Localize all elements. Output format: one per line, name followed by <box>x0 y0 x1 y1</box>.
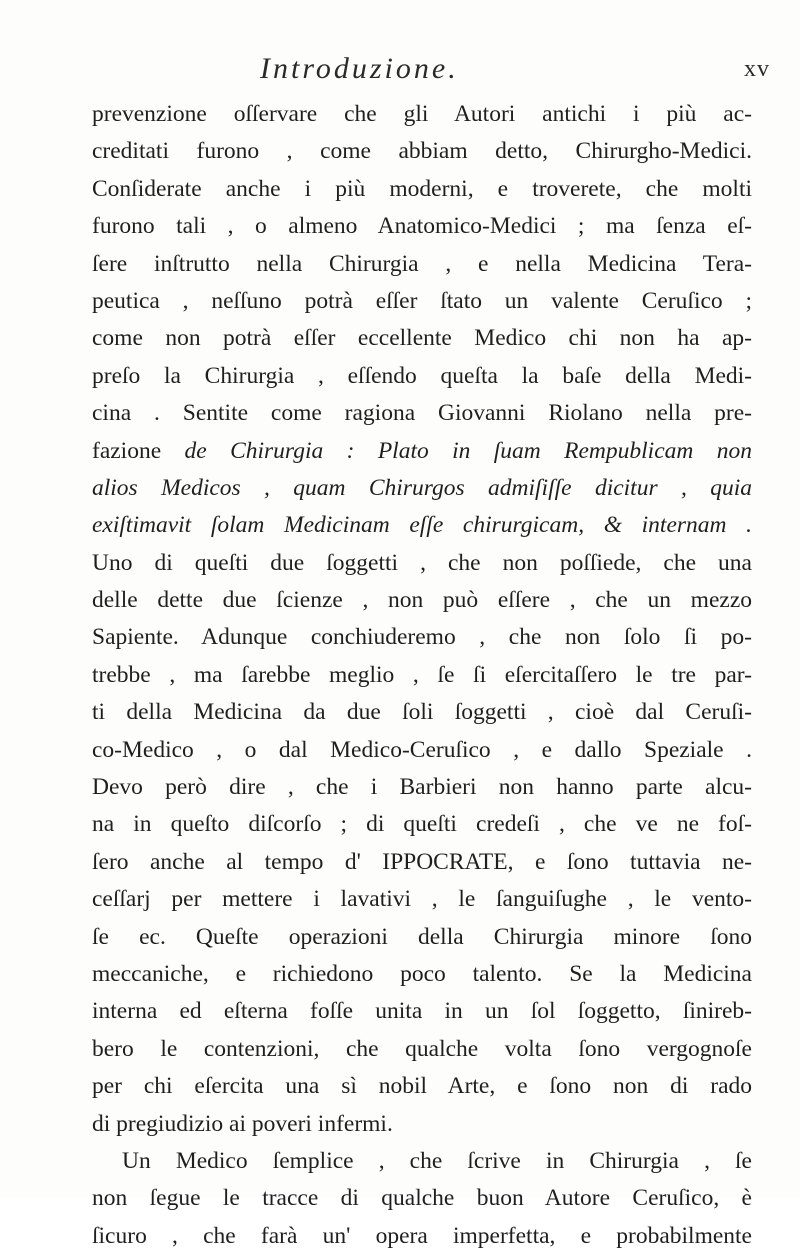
text-line: Devo però dire , che i Barbieri non hanno parte alcu- <box>92 774 752 801</box>
text-line: come non potrà eſſer eccellente Medico chi non ha ap- <box>92 325 752 352</box>
author-name: IPPOCRATE <box>382 848 508 875</box>
body-text <box>92 96 752 1255</box>
text-line: ti della Medicina da due ſoli ſoggetti , cioè dal Ceruſi- <box>92 699 752 726</box>
paragraph-start-line: Un Medico ſemplice , che ſcrive in Chirurgia , ſe <box>122 1147 752 1174</box>
text-line: per chi eſercita una sì nobil Arte, e ſono non di rado <box>92 1073 752 1100</box>
text-line: ceſſarj per mettere i lavativi , le ſanguiſughe , le vento- <box>92 886 752 913</box>
text-line: ſere inſtrutto nella Chirurgia , e nella Medicina Tera- <box>92 250 752 277</box>
text-line: meccaniche, e richiedono poco talento. Se la Medicina <box>92 960 752 987</box>
latin-quote: de Chirurgia : Plato in ſuam Rempublicam non <box>184 437 752 464</box>
text-line: Conſiderate anche i più moderni, e troverete, che molti <box>92 175 752 202</box>
text-line: Uno di queſti due ſoggetti , che non poſſiede, che una <box>92 549 752 576</box>
text-segment: fazione <box>92 437 185 464</box>
text-line-mixed <box>92 433 752 470</box>
text-line: furono tali , o almeno Anatomico-Medici ; ma ſenza eſ- <box>92 213 752 240</box>
text-line: creditati furono , come abbiam detto, Chirurgho-Medici. <box>92 138 752 165</box>
page-number: xv <box>744 56 770 82</box>
text-line: prevenzione oſſervare che gli Autori antichi i più ac- <box>92 101 752 127</box>
text-segment: , e ſono tuttavia ne- <box>507 848 752 875</box>
latin-quote-line: exiſtimavit ſolam Medicinam eſſe chirurgicam, & internam . <box>92 512 752 539</box>
text-line: bero le contenzioni, che qualche volta ſono vergognoſe <box>92 1035 752 1062</box>
text-line-mixed <box>92 844 752 881</box>
text-line: Sapiente. Adunque conchiuderemo , che non ſolo ſi po- <box>92 624 752 651</box>
paragraph-end-line: di pregiudizio ai poveri infermi. <box>92 1110 393 1137</box>
text-line: preſo la Chirurgia , eſſendo queſta la baſe della Medi- <box>92 362 752 389</box>
page-header <box>90 52 770 92</box>
text-line: ſe ec. Queſte operazioni della Chirurgia minore ſono <box>92 923 752 950</box>
text-line: cina . Sentite come ragiona Giovanni Riolano nella pre- <box>92 400 752 427</box>
text-line: peutica , neſſuno potrà eſſer ſtato un valente Ceruſico ; <box>92 287 752 314</box>
text-line: delle dette due ſcienze , non può eſſere , che un mezzo <box>92 587 752 614</box>
text-line: na in queſto diſcorſo ; di queſti credeſi , che ve ne foſ- <box>92 811 752 838</box>
text-line: interna ed eſterna foſſe unita in un ſol ſoggetto, ſinireb- <box>92 998 752 1025</box>
latin-quote-line: alios Medicos , quam Chirurgos admiſiſſe dicitur , quia <box>92 474 752 501</box>
text-segment: ſero anche al tempo d' <box>92 848 383 875</box>
running-title: Introduzione. <box>260 52 459 85</box>
text-line: non ſegue le tracce di qualche buon Autore Ceruſico, è <box>92 1185 752 1212</box>
text-line: co-Medico , o dal Medico-Ceruſico , e dallo Speziale . <box>92 736 752 763</box>
text-line: ſicuro , che farà un' opera imperfetta, e probabilmente <box>92 1222 752 1249</box>
text-line: trebbe , ma ſarebbe meglio , ſe ſi eſercitaſſero le tre par- <box>92 661 752 688</box>
